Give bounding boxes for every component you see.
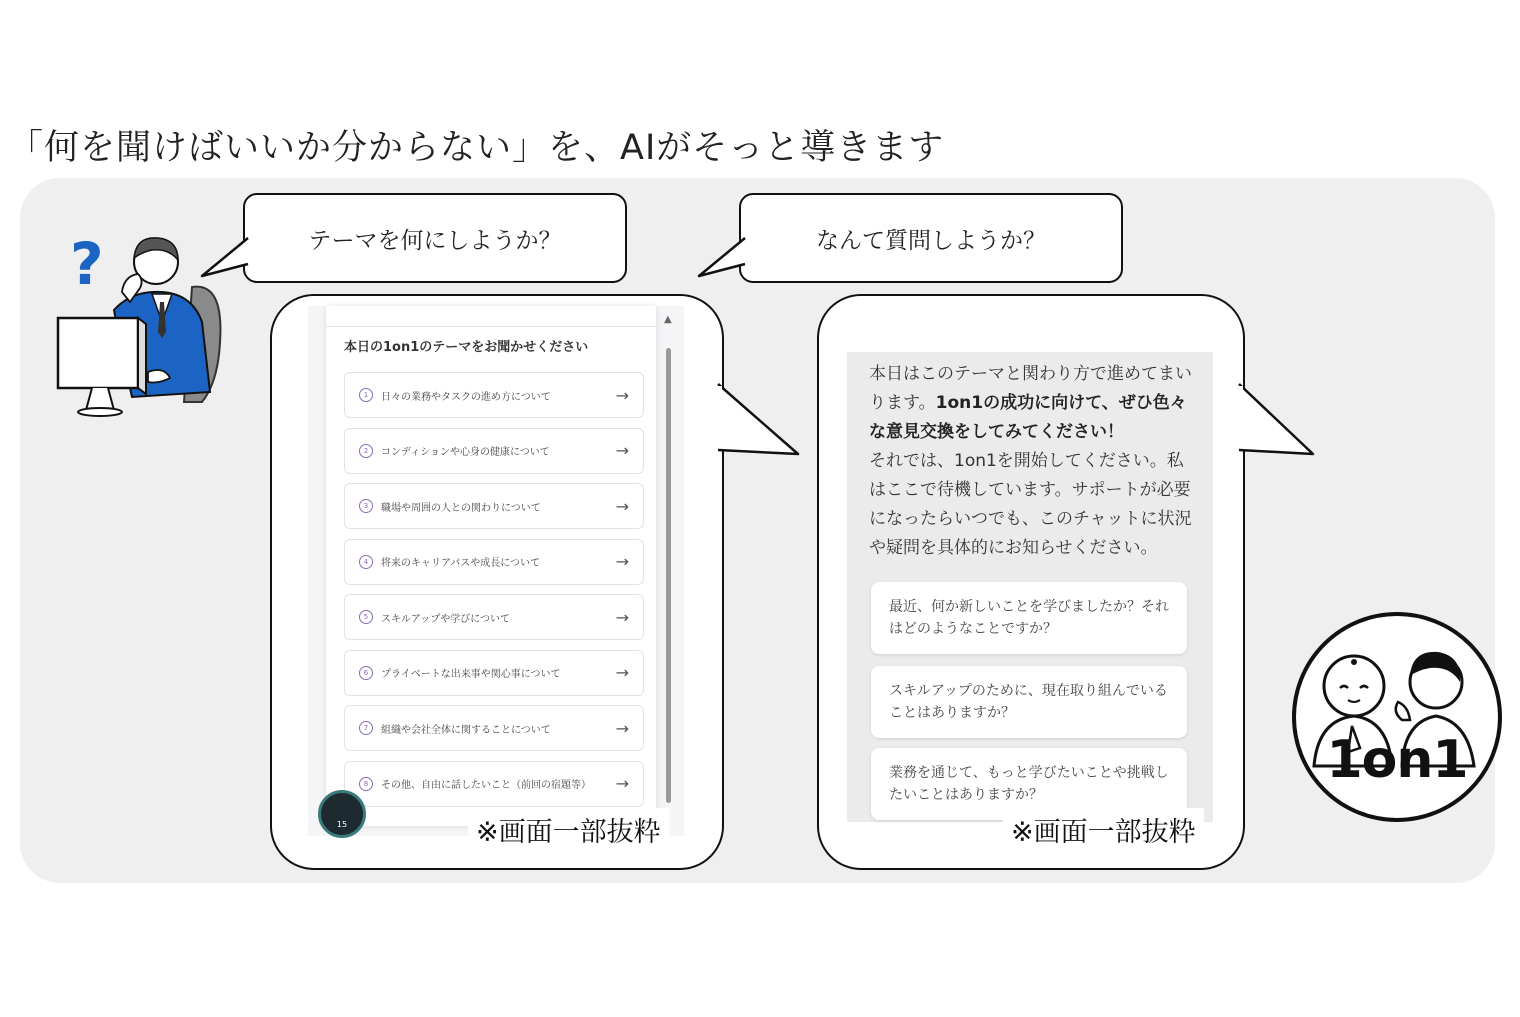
option-number-icon: 6 bbox=[359, 666, 373, 680]
frame-speech-tail bbox=[1237, 380, 1317, 460]
chat-intro-part-2: それでは、1on1を開始してください。私はここで待機しています。サポートが必要になったらいつでも、このチャットに状況や疑問を具体的にお知らせください。 bbox=[869, 451, 1192, 558]
suggested-question-text: 業務を通じて、もっと学びたいことや挑戦したいことはありますか？ bbox=[889, 765, 1169, 803]
theme-option-label: 日々の業務やタスクの進め方について bbox=[381, 391, 551, 403]
arrow-right-icon: → bbox=[615, 607, 629, 627]
theme-option-label: コンディションや心身の健康について bbox=[381, 447, 550, 458]
theme-option-label: 職場や周囲の人との関わりについて bbox=[381, 502, 541, 514]
theme-option-label: スキルアップや学びについて bbox=[381, 613, 510, 625]
frame-speech-tail bbox=[716, 380, 802, 460]
chat-intro-part-1: 本日はこのテーマと関わり方で進めてまいります。 bbox=[869, 364, 1192, 413]
theme-option[interactable] bbox=[344, 428, 644, 474]
thought-bubble-tail bbox=[695, 236, 747, 280]
option-number-icon: 7 bbox=[359, 721, 373, 735]
suggested-question-text: 最近、何か新しいことを学びましたか？それはどのようなことですか？ bbox=[889, 599, 1169, 637]
theme-option[interactable] bbox=[344, 539, 644, 585]
theme-option[interactable] bbox=[344, 483, 644, 529]
arrow-right-icon: → bbox=[615, 718, 629, 738]
chat-screenshot bbox=[847, 352, 1213, 822]
thought-text-theme: テーマを何にしようか？ bbox=[308, 227, 562, 254]
option-number-icon: 2 bbox=[359, 444, 373, 458]
theme-option-label: プライベートな出来事や関心事について bbox=[381, 669, 561, 680]
theme-option-label: 組織や会社全体に関することについて bbox=[381, 724, 551, 736]
ai-brain-badge-icon[interactable] bbox=[318, 790, 366, 838]
theme-option[interactable] bbox=[344, 705, 644, 751]
chat-intro-bold: 1on1の成功に向けて、ぜひ色々な意見交換をしてみてください！ bbox=[869, 393, 1187, 442]
ai-badge-label: 15 bbox=[336, 820, 348, 829]
option-number-icon: 1 bbox=[359, 388, 373, 402]
arrow-right-icon: → bbox=[615, 774, 629, 793]
arrow-right-icon: → bbox=[615, 496, 629, 516]
screenshot-caption: ※画面一部抜粋 bbox=[1003, 808, 1204, 851]
suggested-question-text: スキルアップのために、現在取り組んでいることはありますか？ bbox=[889, 683, 1168, 721]
theme-card bbox=[326, 306, 656, 826]
chat-screenshot-frame bbox=[817, 294, 1245, 870]
theme-option[interactable] bbox=[344, 761, 644, 807]
theme-screenshot bbox=[308, 306, 684, 836]
option-number-icon: 5 bbox=[359, 610, 373, 624]
brand-logo-text: 1on1 bbox=[1326, 730, 1468, 790]
theme-option-label: 将来のキャリアパスや成長について bbox=[381, 558, 540, 569]
scroll-up-arrow-icon[interactable]: ▲ bbox=[664, 314, 672, 325]
arrow-right-icon: → bbox=[615, 385, 629, 405]
brand-logo bbox=[1292, 612, 1502, 822]
scrollbar[interactable] bbox=[666, 348, 671, 803]
theme-screenshot-frame bbox=[270, 294, 724, 870]
screenshot-caption: ※画面一部抜粋 bbox=[468, 808, 669, 851]
headline: 「何を聞けばいいか分からない」を、AIがそっと導きます bbox=[8, 128, 945, 168]
thought-bubble-tail bbox=[198, 236, 250, 280]
option-number-icon: 3 bbox=[359, 499, 373, 513]
chat-intro-text bbox=[869, 360, 1199, 563]
theme-option[interactable] bbox=[344, 594, 644, 640]
question-mark-icon: ? bbox=[70, 232, 104, 298]
arrow-right-icon: → bbox=[615, 663, 629, 682]
arrow-right-icon: → bbox=[615, 552, 629, 571]
theme-option[interactable] bbox=[344, 650, 644, 696]
suggested-question[interactable] bbox=[871, 666, 1187, 738]
thought-bubble-question bbox=[739, 193, 1123, 283]
theme-option[interactable] bbox=[344, 372, 644, 418]
thought-bubble-theme bbox=[243, 193, 627, 283]
suggested-question[interactable] bbox=[871, 582, 1187, 654]
theme-title: 本日の1on1のテーマをお聞かせください bbox=[344, 340, 589, 355]
option-number-icon: 8 bbox=[359, 777, 373, 791]
arrow-right-icon: → bbox=[615, 441, 629, 460]
theme-option-label: その他、自由に話したいこと（前回の宿題等） bbox=[381, 780, 591, 791]
option-number-icon: 4 bbox=[359, 555, 373, 569]
thought-text-question: なんて質問しようか？ bbox=[816, 227, 1046, 254]
